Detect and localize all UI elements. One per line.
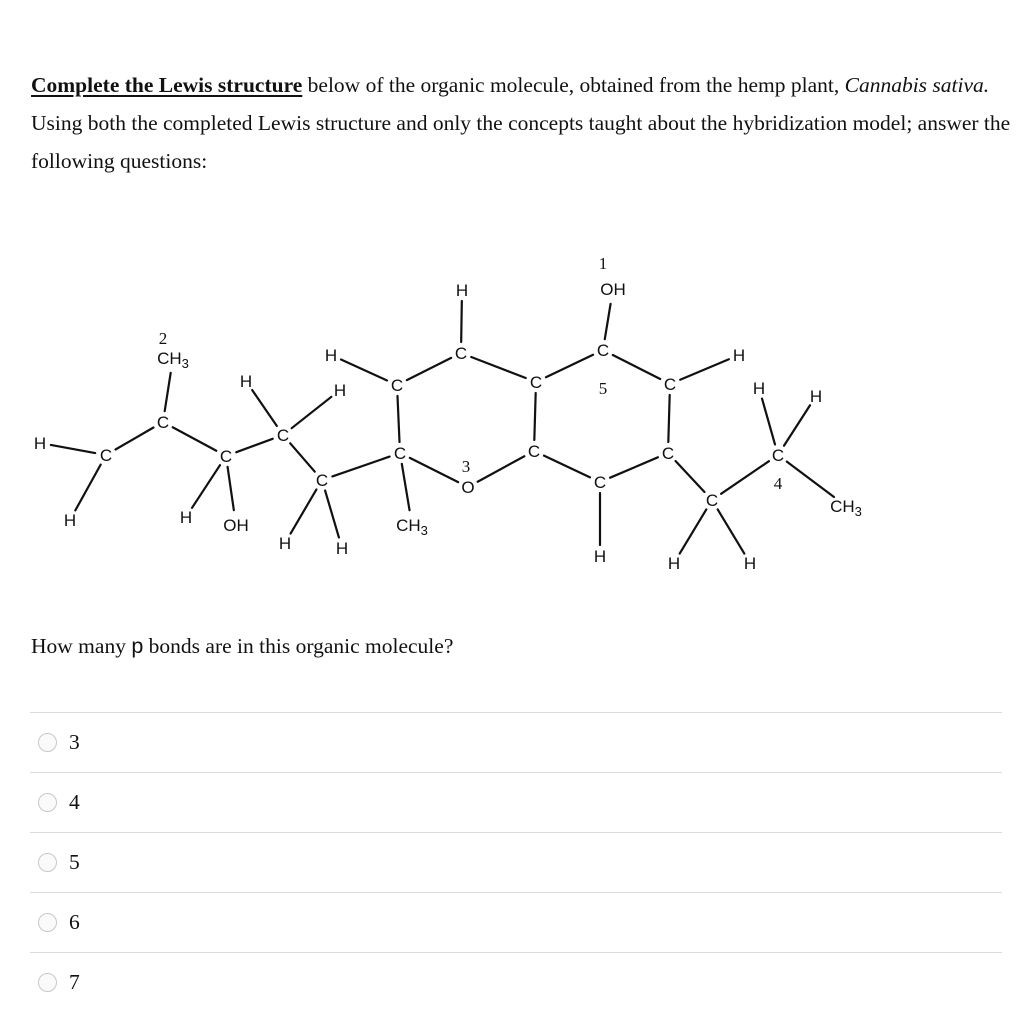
atom-label: H	[667, 554, 681, 573]
atom-label: C	[596, 341, 610, 360]
answer-options	[30, 712, 1002, 1012]
bond-line	[613, 355, 660, 379]
atom-label: H	[593, 547, 607, 566]
bond-line	[762, 399, 775, 445]
bond-line	[410, 458, 458, 482]
bond-line	[461, 301, 462, 342]
bond-line	[290, 443, 315, 471]
atom-label: H	[732, 346, 746, 365]
position-number: 3	[461, 457, 471, 476]
bond-line	[676, 461, 705, 492]
radio-button[interactable]	[38, 913, 57, 932]
atom-label: H	[743, 554, 757, 573]
atom-label: C	[454, 344, 468, 363]
atom-label: C	[705, 491, 719, 510]
option-3[interactable]	[30, 712, 1002, 772]
bond-line	[721, 461, 769, 494]
atom-label: C	[156, 413, 170, 432]
atom-label: C	[393, 444, 407, 463]
bond-line	[546, 355, 593, 378]
atom-label: C	[527, 442, 541, 461]
atom-label: C	[99, 446, 113, 465]
bond-line	[605, 304, 611, 339]
option-6[interactable]	[30, 892, 1002, 952]
bond-line	[478, 456, 525, 481]
molecule-svg	[0, 230, 1024, 590]
radio-button[interactable]	[38, 733, 57, 752]
question-pi-symbol: p	[131, 634, 144, 658]
atom-label: H	[752, 379, 766, 398]
question-before: How many	[31, 634, 132, 658]
atom-label: H	[455, 281, 469, 300]
bond-line	[402, 464, 410, 510]
radio-button[interactable]	[38, 853, 57, 872]
bond-line	[680, 359, 729, 379]
bond-line	[784, 405, 810, 446]
position-number: 4	[773, 474, 783, 493]
question-text	[31, 634, 453, 659]
option-label: 5	[69, 850, 80, 874]
bond-line	[610, 457, 658, 477]
position-number: 2	[158, 329, 168, 348]
prompt-text-2: Using both the completed Lewis structure and only the concepts taught about the hybridization model; answer the following questions:	[31, 111, 1011, 173]
atom-label: C	[771, 446, 785, 465]
option-5[interactable]	[30, 832, 1002, 892]
bond-line	[341, 360, 387, 381]
bond-line	[116, 428, 154, 450]
option-4[interactable]	[30, 772, 1002, 832]
bond-line	[332, 457, 389, 477]
atom-label: H	[33, 434, 47, 453]
bond-line	[165, 373, 171, 411]
prompt-text-1: below of the organic molecule, obtained from the hemp plant,	[302, 73, 845, 97]
bond-line	[75, 465, 100, 511]
atom-label: $CH_3$	[157, 349, 189, 371]
atom-label: OH	[223, 516, 249, 535]
bond-line	[192, 465, 220, 508]
atom-label: C	[219, 447, 233, 466]
bond-line	[291, 489, 317, 533]
bond-line	[668, 395, 669, 442]
bond-line	[252, 390, 277, 426]
atom-label: $CH_3$	[396, 516, 428, 538]
option-7[interactable]	[30, 952, 1002, 1012]
position-number: 5	[598, 379, 608, 398]
atom-label: C	[390, 376, 404, 395]
question-prompt	[31, 66, 1011, 180]
atom-label: C	[529, 373, 543, 392]
bond-line	[51, 445, 95, 453]
bond-line	[228, 467, 234, 510]
question-after: bonds are in this organic molecule?	[143, 634, 454, 658]
bond-line	[407, 358, 451, 380]
atom-label: H	[179, 508, 193, 527]
bond-line	[534, 393, 535, 440]
lewis-structure-diagram	[0, 230, 1024, 590]
atom-label: H	[278, 534, 292, 553]
position-number: 1	[598, 254, 608, 273]
bond-line	[718, 509, 745, 553]
atom-label: O	[461, 478, 475, 497]
atom-label: H	[63, 511, 77, 530]
atom-label: C	[661, 444, 675, 463]
bond-line	[236, 439, 272, 452]
bond-line	[544, 456, 590, 478]
prompt-instruction: Complete the Lewis structure	[31, 73, 303, 97]
prompt-species: Cannabis sativa.	[844, 73, 990, 97]
bond-line	[397, 396, 399, 442]
atom-label: H	[335, 539, 349, 558]
atom-label: C	[315, 471, 329, 490]
option-label: 7	[69, 970, 80, 994]
atom-label: H	[324, 346, 338, 365]
radio-button[interactable]	[38, 793, 57, 812]
bond-line	[292, 397, 332, 428]
atom-label: C	[663, 375, 677, 394]
atom-label: $CH_3$	[830, 497, 862, 519]
bond-line	[787, 462, 834, 497]
option-label: 6	[69, 910, 80, 934]
bond-line	[173, 427, 217, 451]
bond-line	[680, 509, 707, 553]
bond-line	[471, 357, 525, 378]
radio-button[interactable]	[38, 973, 57, 992]
option-label: 4	[69, 790, 80, 814]
atom-label: C	[593, 473, 607, 492]
atom-label: C	[276, 426, 290, 445]
atom-label: OH	[600, 280, 626, 299]
atom-label: H	[809, 387, 823, 406]
option-label: 3	[69, 730, 80, 754]
atom-label: H	[333, 381, 347, 400]
bond-line	[325, 491, 339, 538]
atom-label: H	[239, 372, 253, 391]
